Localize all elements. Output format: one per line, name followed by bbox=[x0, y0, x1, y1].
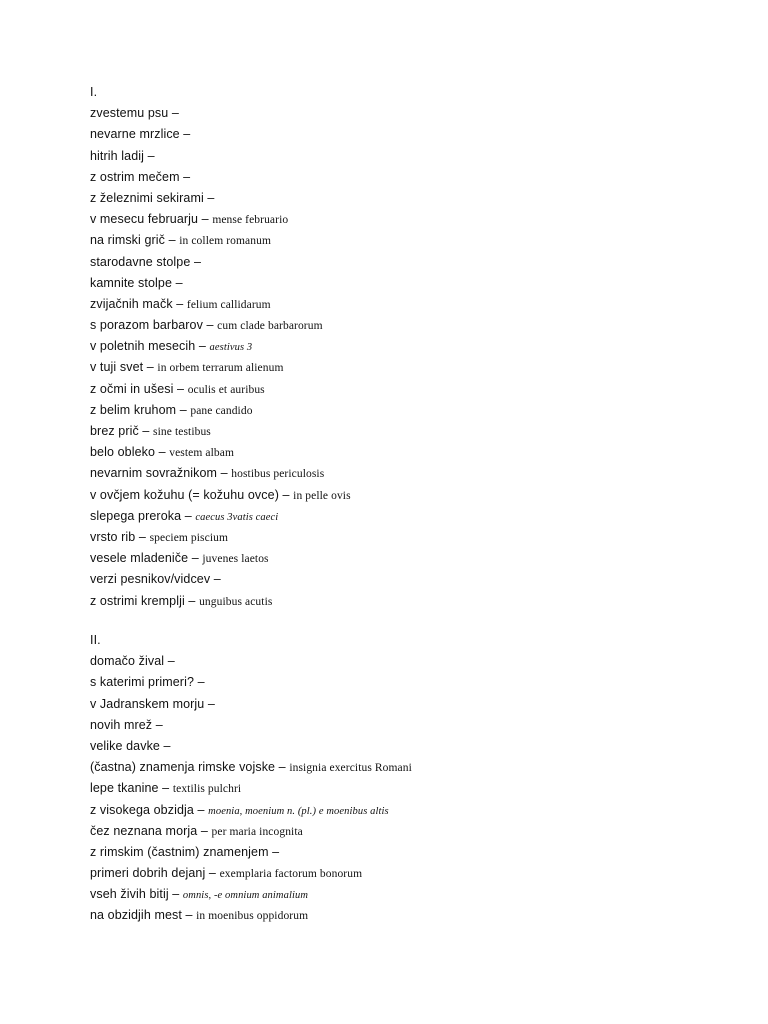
phrase-line bbox=[90, 252, 750, 273]
phrase-line bbox=[90, 884, 750, 905]
phrase-line bbox=[90, 273, 750, 294]
phrase-line bbox=[90, 863, 750, 884]
phrase-line bbox=[90, 800, 750, 821]
latin-translation: in moenibus oppidorum bbox=[196, 910, 309, 923]
latin-translation: insignia exercitus Romani bbox=[289, 762, 412, 775]
slovene-phrase: z ostrim mečem – bbox=[90, 169, 191, 184]
slovene-phrase: (častna) znamenja rimske vojske – bbox=[90, 760, 286, 775]
slovene-phrase: na obzidjih mest – bbox=[90, 908, 193, 923]
phrase-list bbox=[90, 103, 750, 612]
slovene-phrase: na rimski grič – bbox=[90, 233, 176, 248]
slovene-phrase: domačo žival – bbox=[90, 654, 175, 669]
slovene-phrase: vseh živih bitij – bbox=[90, 887, 180, 902]
phrase-line bbox=[90, 736, 750, 757]
phrase-line bbox=[90, 778, 750, 799]
slovene-phrase: zvestemu psu – bbox=[90, 106, 179, 121]
slovene-phrase: verzi pesnikov/vidcev – bbox=[90, 572, 221, 587]
slovene-phrase: čez neznana morja – bbox=[90, 823, 208, 838]
slovene-phrase: v poletnih mesecih – bbox=[90, 339, 206, 354]
latin-translation: speciem piscium bbox=[149, 531, 229, 544]
slovene-phrase: primeri dobrih dejanj – bbox=[90, 866, 216, 881]
slovene-phrase: hitrih ladij – bbox=[90, 148, 155, 163]
latin-translation: hostibus periculosis bbox=[231, 468, 325, 481]
phrase-line bbox=[90, 715, 750, 736]
slovene-phrase: z očmi in ušesi – bbox=[90, 381, 185, 396]
slovene-phrase: v Jadranskem morju – bbox=[90, 696, 215, 711]
slovene-phrase: z železnimi sekirami – bbox=[90, 190, 215, 205]
latin-translation: textilis pulchri bbox=[172, 783, 242, 796]
slovene-phrase: v tuji svet – bbox=[90, 360, 154, 375]
latin-translation: in orbem terrarum alienum bbox=[157, 362, 284, 375]
latin-translation: in collem romanum bbox=[179, 235, 271, 248]
phrase-line bbox=[90, 821, 750, 842]
phrase-line bbox=[90, 905, 750, 926]
phrase-line bbox=[90, 506, 750, 527]
latin-translation: vestem albam bbox=[169, 447, 234, 460]
phrase-line bbox=[90, 336, 750, 357]
phrase-line bbox=[90, 527, 750, 548]
slovene-phrase: v mesecu februarju – bbox=[90, 212, 209, 227]
slovene-phrase: brez prič – bbox=[90, 424, 150, 438]
slovene-phrase: nevarnim sovražnikom – bbox=[90, 466, 228, 481]
slovene-phrase: belo obleko – bbox=[90, 445, 166, 460]
phrase-line bbox=[90, 209, 750, 230]
slovene-phrase: velike davke – bbox=[90, 738, 171, 753]
slovene-phrase: slepega preroka – bbox=[90, 508, 192, 523]
phrase-line bbox=[90, 651, 750, 672]
phrase-line bbox=[90, 188, 750, 209]
phrase-line bbox=[90, 463, 750, 484]
latin-translation: cum clade barbarorum bbox=[217, 320, 323, 333]
slovene-phrase: z visokega obzidja – bbox=[90, 802, 205, 817]
phrase-line bbox=[90, 485, 750, 506]
slovene-phrase: s katerimi primeri? – bbox=[90, 675, 205, 690]
slovene-phrase: starodavne stolpe – bbox=[90, 254, 202, 269]
section-heading: II. bbox=[90, 633, 101, 647]
phrase-line bbox=[90, 146, 750, 167]
latin-translation: exemplaria factorum bonorum bbox=[219, 868, 363, 881]
phrase-line bbox=[90, 569, 750, 590]
phrase-line bbox=[90, 842, 750, 863]
phrase-line bbox=[90, 294, 750, 315]
slovene-phrase: z belim kruhom – bbox=[90, 402, 187, 417]
latin-translation: felium callidarum bbox=[186, 298, 271, 311]
slovene-phrase: zvijačnih mačk – bbox=[90, 296, 184, 311]
latin-translation: sine testibus bbox=[153, 426, 211, 438]
slovene-phrase: novih mrež – bbox=[90, 717, 163, 732]
latin-translation: moenia, moenium n. (pl.) e moenibus altis bbox=[208, 805, 389, 817]
latin-translation: juvenes laetos bbox=[202, 553, 269, 566]
slovene-phrase: z ostrimi kremplji – bbox=[90, 593, 196, 608]
slovene-phrase: s porazom barbarov – bbox=[90, 318, 214, 333]
phrase-line bbox=[90, 124, 750, 145]
slovene-phrase: nevarne mrzlice – bbox=[90, 127, 191, 142]
phrase-line bbox=[90, 357, 750, 378]
phrase-line bbox=[90, 591, 750, 612]
slovene-phrase: v ovčjem kožuhu (= kožuhu ovce) – bbox=[90, 487, 290, 502]
phrase-line bbox=[90, 103, 750, 124]
phrase-line bbox=[90, 548, 750, 569]
phrase-list bbox=[90, 651, 750, 926]
section-heading: I. bbox=[90, 85, 98, 99]
section-2 bbox=[90, 630, 750, 927]
latin-translation: unguibus acutis bbox=[199, 595, 273, 608]
phrase-line bbox=[90, 400, 750, 421]
phrase-line bbox=[90, 315, 750, 336]
slovene-phrase: z rimskim (častnim) znamenjem – bbox=[90, 844, 280, 859]
section-1 bbox=[90, 82, 750, 612]
latin-translation: oculis et auribus bbox=[187, 383, 265, 396]
latin-translation: omnis, -e omnium animalium bbox=[182, 890, 309, 902]
latin-translation: in pelle ovis bbox=[293, 489, 351, 502]
slovene-phrase: kamnite stolpe – bbox=[90, 275, 183, 290]
phrase-line bbox=[90, 230, 750, 251]
phrase-line bbox=[90, 757, 750, 778]
slovene-phrase: lepe tkanine – bbox=[90, 781, 170, 796]
slovene-phrase: vrsto rib – bbox=[90, 529, 146, 544]
phrase-line bbox=[90, 672, 750, 693]
latin-translation: caecus 3vatis caeci bbox=[195, 511, 279, 523]
phrase-line bbox=[90, 421, 750, 442]
phrase-line bbox=[90, 442, 750, 463]
latin-translation: mense februario bbox=[212, 214, 289, 227]
slovene-phrase: vesele mladeniče – bbox=[90, 551, 199, 566]
latin-translation: per maria incognita bbox=[211, 825, 303, 838]
latin-translation: pane candido bbox=[190, 404, 253, 417]
phrase-line bbox=[90, 167, 750, 188]
latin-translation: aestivus 3 bbox=[209, 342, 253, 354]
phrase-line bbox=[90, 694, 750, 715]
phrase-line bbox=[90, 379, 750, 400]
